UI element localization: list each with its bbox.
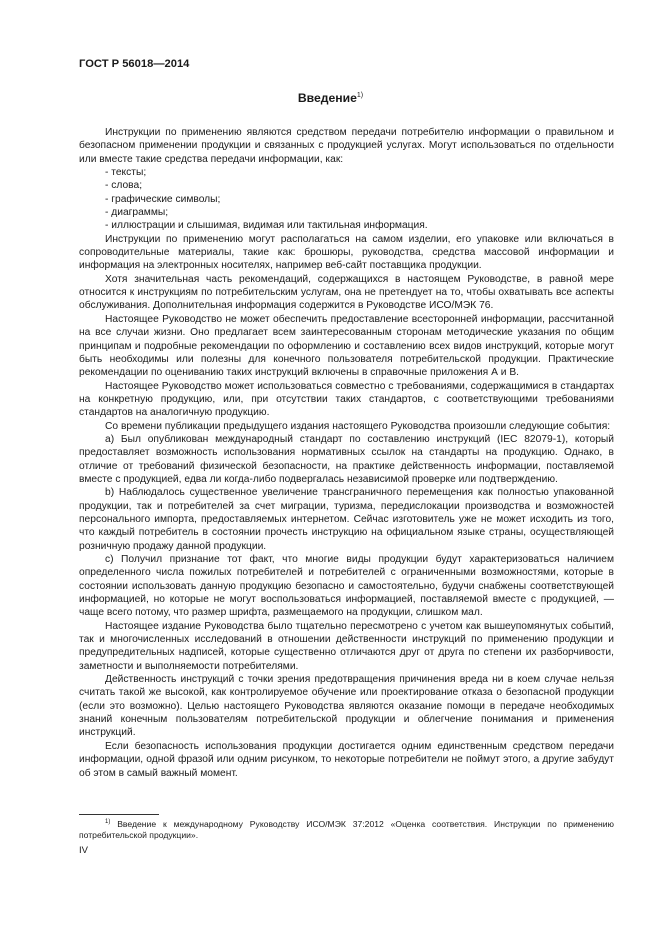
footnote-reference: 1) xyxy=(356,91,364,99)
footnote xyxy=(79,817,614,842)
paragraph: Действенность инструкций с точки зрения предотвращения причинения вреда ни в коем случае нельзя считать такой же высокой, как контролируемое обучение или проектирование отказа о безопасной продукции (если это возможно). Целью настоящего Руководства являются оказание помощи в передаче необходимых знаний конечным пользователям потребительской продукции и облегчение понимания и применения инструкций. xyxy=(79,674,614,739)
list-item: - тексты; xyxy=(105,167,147,179)
paragraph: Инструкции по применению могут располагаться на самом изделии, его упаковке или включаться в сопроводительные материалы, такие как: брошюры, руководства, средства массовой информации и информация на электронных носителях, например веб-сайт поставщика продукции. xyxy=(79,233,614,272)
document-header: ГОСТ Р 56018—2014 xyxy=(79,58,190,70)
paragraph: Настоящее издание Руководства было тщательно пересмотрено с учетом как вышеупомянутых событий, так и многочисленных исследований в отношении действенности инструкций по применению продукции и предупредительных надписей, которые существенно отличаются друг от друга по степени их разборчивости, заметности и выполняемости потребителями. xyxy=(79,620,614,672)
paragraph: Если безопасность использования продукции достигается одним единственным средством передачи информации, одной фразой или одним рисунком, то некоторые потребители не поймут этого, а другие забудут об этом в самый важный момент. xyxy=(79,740,614,779)
body-text xyxy=(79,126,614,780)
list-item: - графические символы; xyxy=(105,193,221,205)
list-item: b) Наблюдалось существенное увеличение трансграничного перемещения как полностью упакованной продукции, так и потребителей за счет миграции, туризма, передислокации производства и возможностей персонального импорта, предоставляемых интернетом. Сейчас изготовитель уже не может исходить из того, что каждый потребитель в состоянии прочесть инструкцию на официальном языке страны, осуществляющей розничную продажу данной продукции. xyxy=(79,487,614,552)
list-item: - слова; xyxy=(105,180,143,192)
paragraph: Настоящее Руководство не может обеспечить предоставление всесторонней информации, рассчитанной на все случаи жизни. Оно предлагает всем заинтересованным сторонам методические указания по общим принципам и подробные рекомендации по оформлению и составлению всех видов инструкций, которые могут быть необходимы или полезны для конечного пользователя потребительской продукции. Практические рекомендации по оцениванию таких инструкций включены в справочные приложения А и В. xyxy=(79,313,614,379)
list-item: a) Был опубликован международный стандарт по составлению инструкций (IEC 82079-1), который предоставляет возможность использования нормативных ссылок на стандарты на продукцию. Однако, в отличие от требований физической безопасности, на практике действенность информации, поставляемой вместе с продукцией, едва ли когда-либо подвергалась независимой проверке или подтверждению. xyxy=(79,433,614,485)
list-item: c) Получил признание тот факт, что многие виды продукции будут характеризоваться наличием определенного числа пожилых потребителей и потребителей с ограниченными возможностями, которые в состоянии использовать данную продукцию безопасно и самостоятельно, будучи снабжены соответствующей информацией, но которые не могут воспользоваться информацией, поставляемой вместе с продукцией, — чаще всего потому, что размер шрифта, размещаемого на продукции, слишком мал. xyxy=(79,554,614,619)
paragraph: Хотя значительная часть рекомендаций, содержащихся в настоящем Руководстве, в равной мере относится к инструкциям по потребительским услугам, она не претендует на то, чтобы охватывать все аспекты обслуживания. Дополнительная информация содержится в Руководстве ИСО/МЭК 76. xyxy=(79,273,614,312)
footnote-text: Введение к международному Руководству ИСО/МЭК 37:2012 «Оценка соответствия. Инструкции по применению потребительской продукции». xyxy=(79,818,615,841)
list-item: - диаграммы; xyxy=(105,207,169,219)
footnote-divider xyxy=(79,814,159,815)
section-title-text: Введение xyxy=(297,91,357,105)
page-number: IV xyxy=(79,845,88,856)
footnote-mark: 1) xyxy=(105,819,111,825)
paragraph: Инструкции по применению являются средством передачи потребителю информации о правильном и безопасном применении продукции и связанных с продукцией услугах. Могут использоваться по отдельности или вместе такие средства передачи информации, как: xyxy=(79,127,614,165)
paragraph: Со времени публикации предыдущего издания настоящего Руководства произошли следующие события: xyxy=(105,420,611,432)
paragraph: Настоящее Руководство может использоваться совместно с требованиями, содержащимися в стандартах на конкретную продукцию, или, при отсутствии таких стандартов, с соответствующими требованиями стандартов на аналогичную продукцию. xyxy=(79,380,614,419)
list-item: - иллюстрации и слышимая, видимая или тактильная информация. xyxy=(105,220,428,232)
section-title xyxy=(0,91,661,105)
